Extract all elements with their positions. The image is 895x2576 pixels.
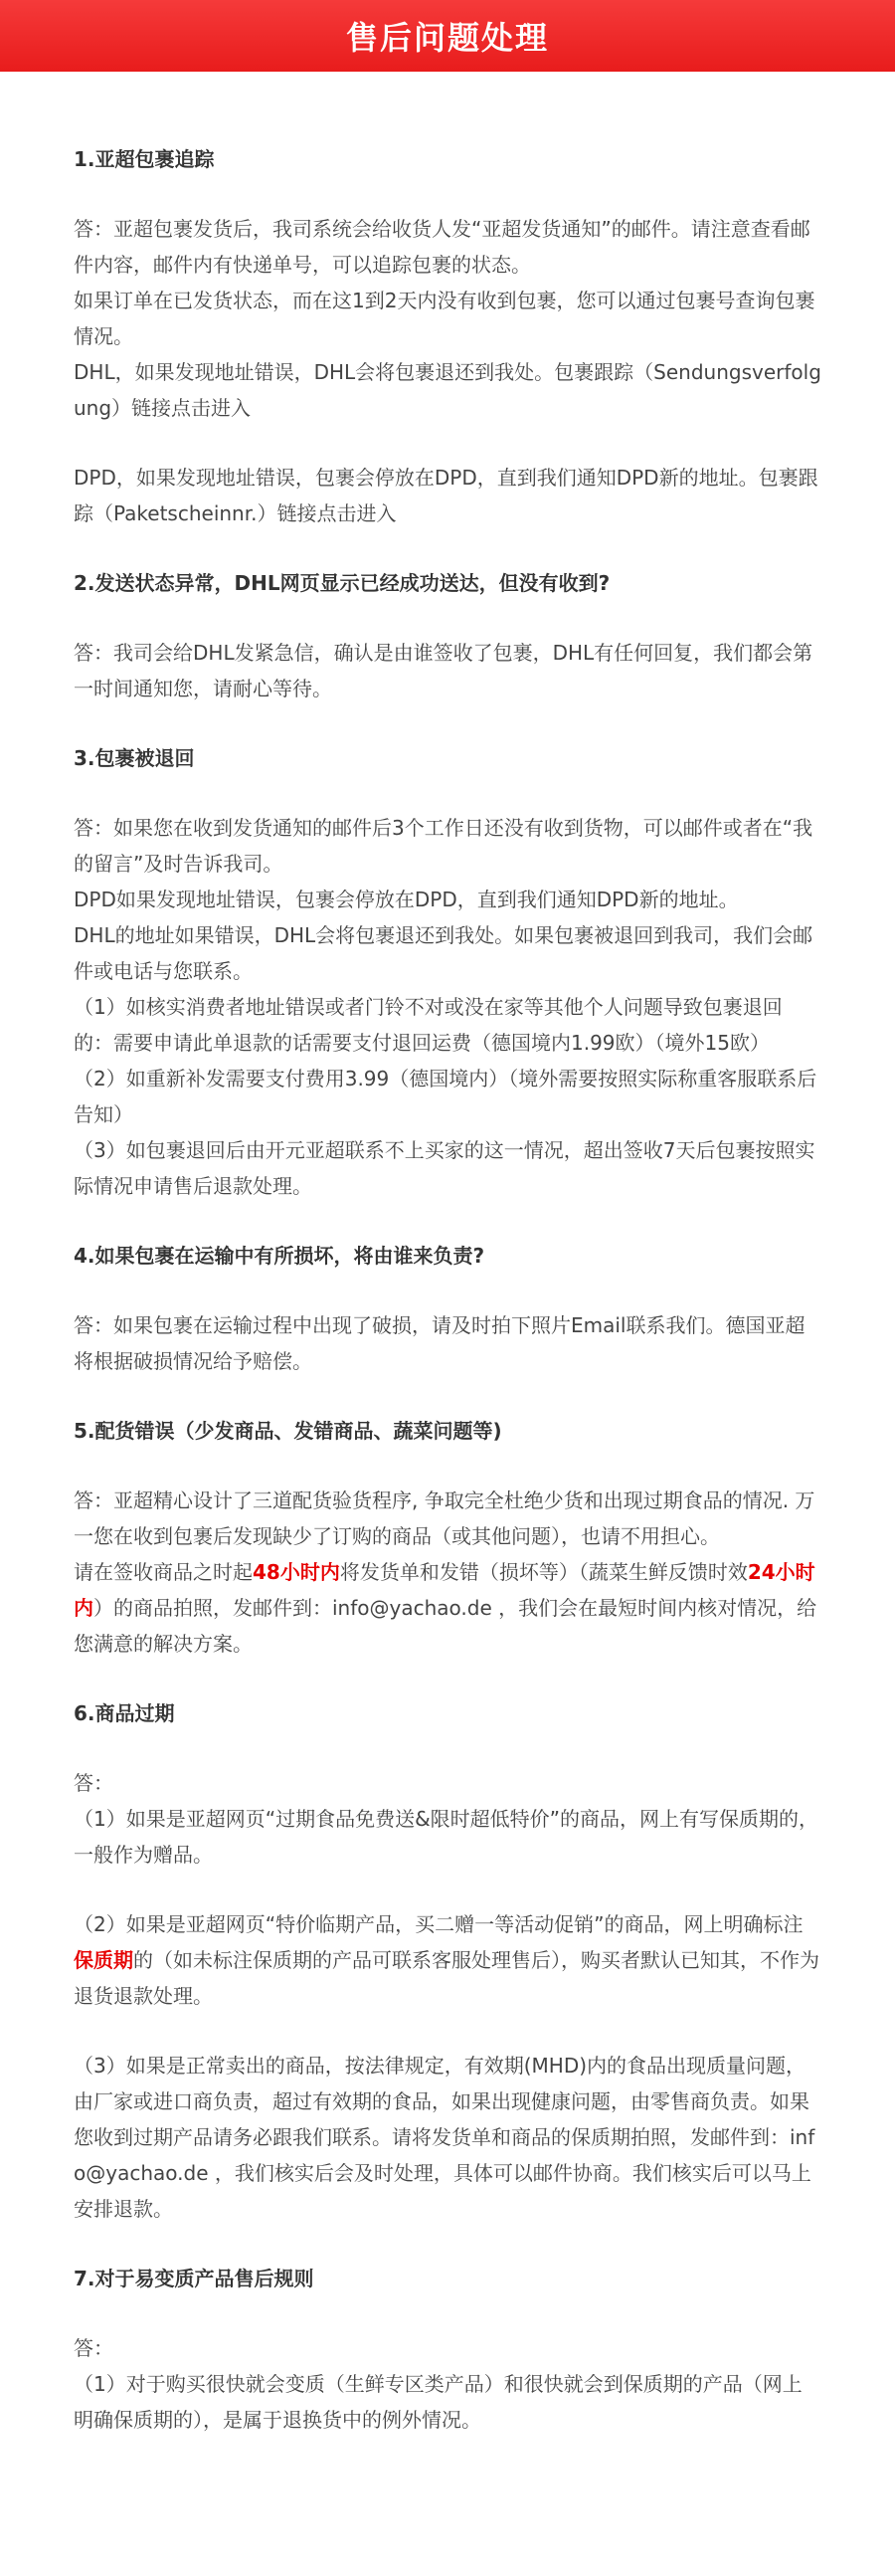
section-title-wrong-items: 5.配货错误（少发商品、发错商品、蔬菜问题等) [74,1419,502,1443]
section-body-expired-2 [74,1906,821,2014]
text-line: （1）如果是亚超网页“过期食品免费送&限时超低特价”的商品，网上有写保质期的，一般作为赠品。 [74,1807,819,1867]
section-title-expired: 6.商品过期 [74,1701,175,1725]
text-line [74,1554,821,1662]
text-line: 答：亚超精心设计了三道配货验货程序, 争取完全杜绝少货和出现过期食品的情况. 万一您在收到包裹后发现缺少了订购的商品（或其他问题），也请不用担心。 [74,1488,815,1548]
text-fragment: ）的商品拍照，发邮件到：info@yachao.de ，我们会在最短时间内核对情况，给您满意的解决方案。 [74,1596,817,1656]
section-body-expired-3 [74,2048,821,2227]
text-line: 答：我司会给DHL发紧急信，确认是由谁签收了包裹，DHL有任何回复，我们都会第一时间通知您，请耐心等待。 [74,641,813,700]
text-line: （2）如重新补发需要支付费用3.99（德国境内）（境外需要按照实际称重客服联系后告知） [74,1067,817,1126]
page-header [0,0,895,72]
answer-label: 答： [74,1771,113,1795]
page-title: 售后问题处理 [345,19,549,57]
text-line: DHL的地址如果错误，DHL会将包裹退还到我处。如果包裹被退回到我司，我们会邮件或电话与您联系。 [74,923,813,983]
text-line: （3）如果是正常卖出的商品，按法律规定，有效期(MHD)内的食品出现质量问题，由厂家或进口商负责，超过有效期的食品，如果出现健康问题，由零售商负责。如果您收到过期产品请务必跟我们联系。请将发货单和商品的保质期拍照，发邮件到：info@yachao.de ，我们核实后会及时处理，具体可以邮件协商。我们核实后可以马上安排退款。 [74,2054,815,2221]
text-fragment: 请在签收商品之时起 [74,1560,253,1584]
text-line: 答：如果您在收到发货通知的邮件后3个工作日还没有收到货物，可以邮件或者在“我的留言”及时告诉我司。 [74,816,813,876]
deadline-highlight: 48小时内 [253,1560,340,1584]
dhl-tracking-link[interactable]: DHL，如果发现地址错误，DHL会将包裹退还到我处。包裹跟踪（Sendungsverfolgung）链接点击进入 [74,360,821,420]
text-line: 如果订单在已发货状态，而在这1到2天内没有收到包裹，您可以通过包裹号查询包裹情况。 [74,289,815,348]
section-body-delivery-status [74,635,821,706]
section-title-delivery-status: 2.发送状态异常，DHL网页显示已经成功送达，但没有收到? [74,571,611,595]
section-title-returned: 3.包裹被退回 [74,746,195,770]
text-line: 答：亚超包裹发货后，我司系统会给收货人发“亚超发货通知”的邮件。请注意查看邮件内容，邮件内有快递单号，可以追踪包裹的状态。 [74,217,810,277]
text-line: （3）如包裹退回后由开元亚超联系不上买家的这一情况，超出签收7天后包裹按照实际情况申请售后退款处理。 [74,1138,815,1198]
section-body-expired-1 [74,1765,821,1873]
faq-content [0,72,895,2438]
text-line: 答：如果包裹在运输过程中出现了破损，请及时拍下照片Email联系我们。德国亚超将根据破损情况给予赔偿。 [74,1313,806,1373]
section-body-tracking [74,211,821,426]
section-title-damage: 4.如果包裹在运输中有所损坏，将由谁来负责? [74,1244,485,1268]
text-fragment: （2）如果是亚超网页“特价临期产品，买二赠一等活动促销”的商品，网上明确标注 [74,1912,804,1936]
text-line: （1）对于购买很快就会变质（生鲜专区类产品）和很快就会到保质期的产品（网上明确保质期的），是属于退换货中的例外情况。 [74,2372,803,2432]
text-fragment: 将发货单和发错（损坏等）（蔬菜生鲜反馈时效 [339,1560,748,1584]
deadline-highlight: 24小时内 [74,1560,815,1620]
text-line: DPD如果发现地址错误，包裹会停放在DPD，直到我们通知DPD新的地址。 [74,888,739,911]
section-title-perishable: 7.对于易变质产品售后规则 [74,2267,314,2290]
answer-label: 答： [74,2336,113,2360]
dpd-tracking-link[interactable]: DPD，如果发现地址错误，包裹会停放在DPD，直到我们通知DPD新的地址。包裹跟踪（Paketscheinnr.）链接点击进入 [74,466,818,525]
shelf-life-highlight: 保质期 [74,1948,133,1972]
section-body-damage [74,1307,821,1379]
section-body-perishable [74,2330,821,2438]
text-fragment: 的（如未标注保质期的产品可联系客服处理售后），购买者默认已知其，不作为退货退款处理。 [74,1948,819,2008]
section-body-returned [74,810,821,1204]
text-line: （1）如核实消费者地址错误或者门铃不对或没在家等其他个人问题导致包裹退回的：需要申请此单退款的话需要支付退回运费（德国境内1.99欧）（境外15欧） [74,995,783,1055]
section-body-tracking-dpd [74,460,821,531]
section-body-wrong-items [74,1483,821,1662]
text-line [74,1906,821,2014]
section-title-tracking: 1.亚超包裹追踪 [74,147,215,171]
